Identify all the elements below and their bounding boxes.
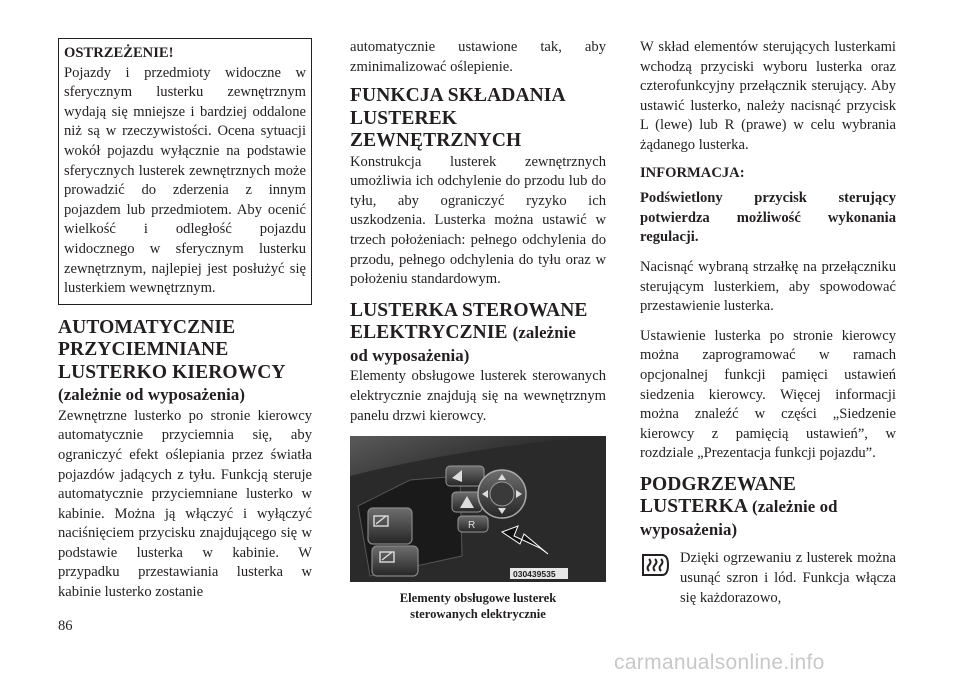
figure-caption <box>350 590 606 622</box>
heading-subtitle: (zależnie od <box>752 497 838 517</box>
body-paragraph: Elementy obsługowe lusterek sterowanych elektrycznie znajdują się na wewnętrznym panelu drzwi kierowcy. <box>350 368 606 424</box>
warning-text: Pojazdy i przedmioty widoczne w sferycznym lusterku zewnętrznym wydają się mniejsze i bardziej oddalone niż są w rzeczywistości. Ocena sytuacji wokół pojazdu wyłącznie na podstawie sferycznych lusterek zewnętrznych może prowadzić do zderzenia z innym pojazdem lub przedmiotem. Aby ocenić wielkość i odległość pojazdu widocznego w sferycznym lusterku zewnętrznym, najlepiej jest posłużyć się lusterkiem wewnętrznym. <box>64 64 306 297</box>
heading-line: PRZYCIEMNIANE <box>58 339 229 361</box>
heading-line: ELEKTRYCZNIE <box>350 322 508 344</box>
info-title: INFORMACJA: <box>640 164 745 181</box>
body-paragraph: Ustawienie lusterka po stronie kierowcy można zaprogramować w ramach opcjonalnej funkcji pamięci ustawień siedzenia kierowcy. Więcej informacji można znaleźć w części „Siedzenie kierowcy z pamięcią ustawień”, w rozdziale „Prezentacja funkcji pojazdu”. <box>640 327 896 462</box>
body-paragraph: Konstrukcja lusterek zewnętrznych umożliwia ich odchylenie do przodu lub do tyłu, aby ograniczyć ryzyko ich uszkodzenia. Lusterka można ustawić w trzech położeniach: pełnego odchylenia do przodu, pełnego odchylenia do tyłu oraz w położeniu standardowym. <box>350 153 606 288</box>
section-heading-heated-mirrors <box>640 474 896 542</box>
page-number: 86 <box>58 618 73 634</box>
body-paragraph: automatycznie ustawione tak, aby zminimalizować oślepienie. <box>350 39 606 75</box>
left-column <box>58 38 312 603</box>
body-paragraph: Nacisnąć wybraną strzałkę na przełączniku sterującym lusterkiem, aby spowodować przestawienie lusterka. <box>640 258 896 315</box>
caption-line: sterowanych elektrycznie <box>410 607 546 622</box>
heading-subtitle: od wyposażenia) <box>350 345 470 365</box>
heading-line: LUSTERKA <box>640 496 748 518</box>
heated-mirror-row <box>640 549 896 608</box>
door-panel-illustration <box>350 436 606 582</box>
watermark: carmanualsonline.info <box>614 651 825 674</box>
warning-title: OSTRZEŻENIE! <box>64 45 174 61</box>
caption-line: Elementy obsługowe lusterek <box>399 591 557 606</box>
svg-text:R: R <box>468 520 476 532</box>
heading-subtitle: (zależnie od wyposażenia) <box>58 385 246 405</box>
middle-column <box>350 38 606 622</box>
heading-line: LUSTERKA STEROWANE <box>350 299 588 321</box>
heated-mirror-icon <box>640 549 680 608</box>
body-paragraph: Zewnętrzne lusterko po stronie kierowcy automatycznie przyciemnia się, aby ograniczyć efekt oślepiania przez światła pojazdów jadących z tyłu. Funkcją steruje automatycznie przyciemniane lusterko w kabinie. Można ją włączyć i wyłączyć naciśnięciem przycisku znajdującego się w podstawie lusterka w kabinie. W przypadku przestawiania lusterka w kabinie lusterko zostanie <box>58 407 312 601</box>
heading-line: AUTOMATYCZNIE <box>58 316 236 338</box>
heading-line: LUSTEREK <box>350 107 458 129</box>
heading-line: PODGRZEWANE <box>640 473 797 495</box>
heading-subtitle: (zależnie <box>512 323 576 343</box>
info-text: Podświetlony przycisk sterujący potwierdza możliwość wykonania regulacji. <box>640 190 896 246</box>
right-column <box>640 38 896 608</box>
mirror-controls-photo <box>350 436 606 582</box>
heading-line: LUSTERKO KIEROWCY <box>58 361 286 383</box>
heading-line: ZEWNĘTRZNYCH <box>350 130 522 152</box>
section-heading-folding-mirrors <box>350 85 606 153</box>
section-heading-auto-dimming <box>58 317 312 407</box>
heading-subtitle: wyposażenia) <box>640 519 738 539</box>
figure-code: 030439535 <box>513 569 556 580</box>
body-paragraph: W skład elementów sterujących lusterkami wchodzą przyciski wyboru lusterka oraz czterofunkcyjny przełącznik sterujący. Aby ustawić lusterko, należy nacisnąć przycisk L (lewe) lub R (prawe) w celu wybrania żądanego lusterka. <box>640 39 896 153</box>
warning-box <box>58 38 312 305</box>
body-paragraph: Dzięki ogrzewaniu z lusterek można usunąć szron i lód. Funkcja włącza się każdorazowo, <box>680 550 896 606</box>
section-heading-power-mirrors <box>350 300 606 368</box>
heading-line: FUNKCJA SKŁADANIA <box>350 85 566 107</box>
heated-mirror-text <box>680 549 896 608</box>
